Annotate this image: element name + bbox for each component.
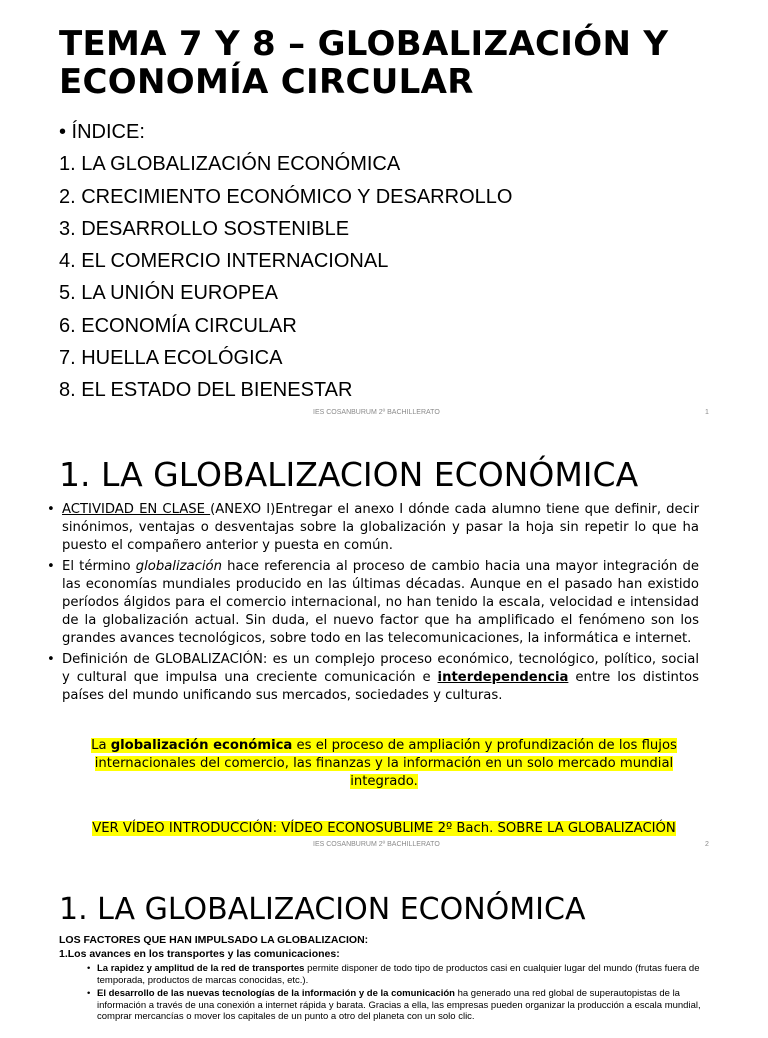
activity-label: ACTIVIDAD EN CLASE: [62, 502, 211, 517]
key-term: El desarrollo de las nuevas tecnologías de la información y de la comunicación: [97, 988, 455, 999]
bullet-icon: •: [87, 988, 91, 999]
key-term: interdependencia: [437, 670, 569, 686]
index-item: 1. LA GLOBALIZACIÓN ECONÓMICA: [59, 153, 401, 176]
index-item: 7. HUELLA ECOLÓGICA: [59, 347, 283, 370]
page-number: 2: [705, 841, 709, 848]
highlight-definition: [59, 737, 709, 791]
bullet-icon: •: [47, 502, 55, 517]
video-link-text: VER VÍDEO INTRODUCCIÓN: VÍDEO ECONOSUBLIME 2º Bach. SOBRE LA GLOBALIZACIÓN: [92, 821, 676, 836]
index-label: • ÍNDICE:: [59, 121, 145, 143]
activity-text: (ANEXO I)Entregar el anexo I dónde cada alumno tiene que definir, decir sinónimos, ventajas o desventajas sobre la globalización y pasar la hoja sin repetir lo que ha puesto el compañero anterior y puesta en común.: [62, 502, 699, 553]
text: ha generado una red global de superautopistas de la información a través de una conexión a internet rápida y barata. Gracias a ella, las empresas pueden organizar la producción a escala mundial, comprar mercancías o mover los capitales de un punto a otro del planeta con un solo clic.: [97, 988, 701, 1022]
slide-2: [0, 439, 768, 863]
video-note: [59, 820, 709, 838]
list-item: [87, 963, 709, 986]
slide-divider: [0, 425, 768, 439]
factors-section: [59, 933, 709, 1025]
index-item: 5. LA UNIÓN EUROPEA: [59, 282, 278, 305]
index-item: 8. EL ESTADO DEL BIENESTAR: [59, 379, 353, 402]
section-subheading: 1.Los avances en los transportes y las comunicaciones:: [59, 948, 340, 960]
page-number: 1: [705, 409, 709, 416]
index-item: 6. ECONOMÍA CIRCULAR: [59, 314, 297, 337]
text: La: [91, 738, 111, 753]
slide-title: TEMA 7 Y 8 – GLOBALIZACIÓN Y ECONOMÍA CIRCULAR: [59, 24, 669, 102]
text: es el proceso de ampliación y profundización de los flujos internacionales del comercio, las finanzas y la información en un solo mercado mundial integrado.: [94, 738, 677, 789]
key-term: La rapidez y amplitud de la red de transportes: [97, 963, 305, 974]
slide-heading: 1. LA GLOBALIZACION ECONÓMICA: [59, 892, 586, 927]
section-subheading: LOS FACTORES QUE HAN IMPULSADO LA GLOBALIZACION:: [59, 934, 369, 946]
slide-divider: [0, 863, 768, 877]
list-item: [87, 988, 709, 1023]
text: El término: [62, 559, 136, 575]
index-list: [59, 116, 512, 407]
index-item: 3. DESARROLLO SOSTENIBLE: [59, 217, 350, 240]
text: permite disponer de todo tipo de productos casi en cualquier lugar del mundo (frutas fuera de temporada, productos de marcas conocidas, etc.).: [97, 963, 700, 986]
footer-text: IES COSANBURUM 2º BACHILLERATO: [313, 409, 440, 416]
list-item: [47, 651, 699, 704]
index-item: 2. CRECIMIENTO ECONÓMICO Y DESARROLLO: [59, 185, 513, 208]
footer-text: IES COSANBURUM 2º BACHILLERATO: [313, 841, 440, 848]
text: entre los distintos países del mundo unificando sus mercados, sociedades y culturas.: [62, 670, 699, 703]
factor-list: [59, 963, 709, 1023]
bullet-icon: •: [87, 963, 91, 974]
slide-1: [0, 0, 768, 425]
slide-heading: 1. LA GLOBALIZACION ECONÓMICA: [59, 455, 639, 494]
index-item: 4. EL COMERCIO INTERNACIONAL: [59, 250, 389, 273]
bullet-list: [47, 501, 699, 709]
list-item: [47, 558, 699, 647]
list-item: [47, 501, 699, 554]
term-italic: globalización: [135, 559, 222, 575]
text: hace referencia al proceso de cambio hacia una mayor integración de las economías mundiales producido en las últimas décadas. Aunque en el pasado han existido períodos álgidos para el comercio internacional, no han tenido la escala, velocidad e intensidad de la globalización actual. Sin duda, el nuevo factor que ha amplificado el fenómeno son los grandes avances tecnológicos, sobre todo en las telecomunicaciones, la informática e internet.: [62, 559, 699, 646]
bullet-icon: •: [47, 559, 55, 575]
slide-3: [0, 877, 768, 1038]
bullet-icon: •: [47, 652, 55, 668]
text: Definición de GLOBALIZACIÓN: es un complejo proceso económico, tecnológico, político, social y cultural que impulsa una creciente comunicación e: [62, 652, 699, 686]
key-term: globalización económica: [110, 738, 293, 753]
